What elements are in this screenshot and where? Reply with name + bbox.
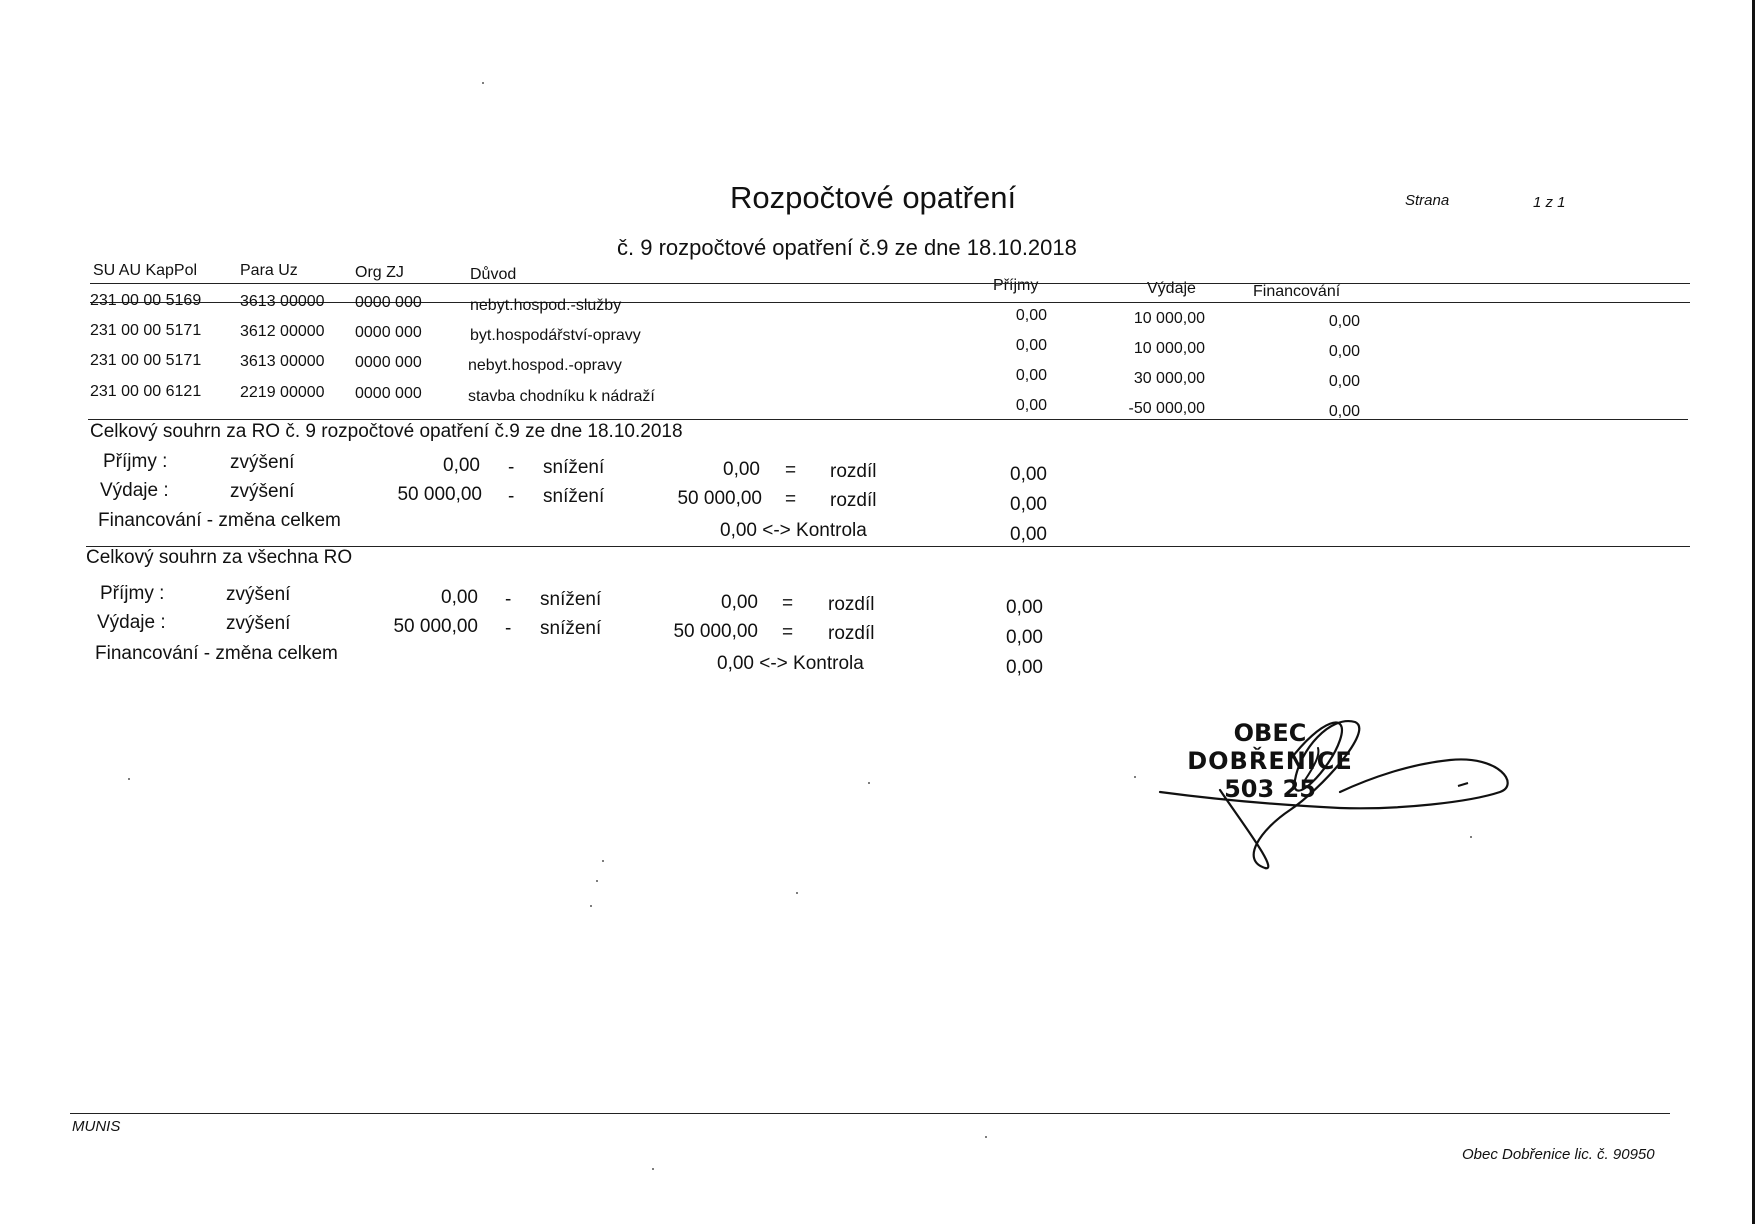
row-para: 3613 00000 <box>240 353 325 370</box>
row-vydaje: 10 000,00 <box>1133 340 1205 357</box>
footer-right: Obec Dobřenice lic. č. 90950 <box>1462 1146 1655 1163</box>
scan-speck <box>602 860 604 862</box>
row-org: 0000 000 <box>355 324 422 341</box>
row-para: 3612 00000 <box>240 323 325 340</box>
scan-speck <box>985 1136 987 1138</box>
row-prijmy: 0,00 <box>1015 397 1047 414</box>
col-duvod: Důvod <box>470 266 517 283</box>
row-prijmy: 0,00 <box>1015 307 1047 324</box>
summary-ro-vydaje-dash: - <box>508 486 515 507</box>
row-para: 2219 00000 <box>240 384 325 401</box>
summary-ro-vydaje-zvyseni-label: zvýšení <box>230 481 295 502</box>
summary-ro-vydaje-equals: = <box>785 489 797 510</box>
row-financovani: 0,00 <box>1328 373 1360 390</box>
summary-all-vydaje-snizeni: 50 000,00 <box>673 621 758 642</box>
scan-speck <box>1134 776 1136 778</box>
summary-ro-prijmy-equals: = <box>785 460 797 481</box>
page-number: 1 z 1 <box>1533 194 1566 211</box>
row-code: 231 00 00 6121 <box>90 383 202 400</box>
summary-ro-vydaje-snizeni-label: snížení <box>543 486 605 507</box>
col-vydaje: Výdaje <box>1147 280 1196 297</box>
row-reason: byt.hospodářství-opravy <box>470 327 641 344</box>
scan-speck <box>482 82 484 84</box>
summary-ro-title: Celkový souhrn za RO č. 9 rozpočtové opatření č.9 ze dne 18.10.2018 <box>90 421 683 442</box>
scan-speck <box>652 1168 654 1170</box>
row-financovani: 0,00 <box>1328 403 1360 420</box>
summary-all-prijmy-equals: = <box>782 593 794 614</box>
scan-speck <box>1470 836 1472 838</box>
scan-speck <box>868 782 870 784</box>
summary-all-prijmy-rozdil: 0,00 <box>1006 597 1043 618</box>
stamp-line3: 503 25 <box>1224 775 1316 803</box>
scan-edge <box>1752 0 1755 1224</box>
scan-speck <box>796 892 798 894</box>
footer-left: MUNIS <box>72 1118 121 1135</box>
summary-ro-prijmy-label: Příjmy : <box>103 451 168 472</box>
summary-ro-vydaje-label: Výdaje : <box>100 480 169 501</box>
summary-all-kontrola-value: 0,00 <box>1006 657 1043 678</box>
summary-all-financovani-label: Financování - změna celkem <box>95 643 338 664</box>
col-prijmy: Příjmy <box>993 277 1039 294</box>
summary-all-prijmy-zvyseni-label: zvýšení <box>226 584 291 605</box>
summary-all-vydaje-zvyseni-label: zvýšení <box>226 613 291 634</box>
row-org: 0000 000 <box>355 354 422 371</box>
summary-all-vydaje-rozdil-label: rozdíl <box>828 623 875 644</box>
row-reason: nebyt.hospod.-služby <box>470 297 622 314</box>
summary-ro-kontrola-value: 0,00 <box>1010 524 1047 545</box>
table-bottom-rule <box>88 419 1688 420</box>
summary-ro-prijmy-rozdil-label: rozdíl <box>830 461 877 482</box>
page-label: Strana <box>1405 192 1450 209</box>
summary-all-vydaje-snizeni-label: snížení <box>540 618 602 639</box>
row-vydaje: -50 000,00 <box>1128 400 1205 417</box>
summary-ro-vydaje-rozdil-label: rozdíl <box>830 490 877 511</box>
footer-rule <box>70 1113 1670 1114</box>
row-org: 0000 000 <box>355 385 422 402</box>
summary-all-vydaje-dash: - <box>505 618 512 639</box>
summary-all-vydaje-label: Výdaje : <box>97 612 166 633</box>
col-org-zj: Org ZJ <box>355 264 404 281</box>
stamp-line1: OBEC <box>1233 719 1307 747</box>
col-para-uz: Para Uz <box>240 262 298 279</box>
summary-all-prijmy-snizeni: 0,00 <box>721 592 758 613</box>
header-rule-1 <box>90 283 1690 284</box>
row-financovani: 0,00 <box>1328 313 1360 330</box>
summary-all-prijmy-dash: - <box>505 589 512 610</box>
summary-ro-vydaje-snizeni: 50 000,00 <box>677 488 762 509</box>
summary-ro-financovani-value: 0,00 <-> Kontrola <box>720 520 867 541</box>
scan-speck <box>128 778 130 780</box>
summary-all-prijmy-zvyseni: 0,00 <box>441 587 478 608</box>
row-code: 231 00 00 5171 <box>90 352 202 369</box>
summary-ro-vydaje-zvyseni: 50 000,00 <box>397 484 482 505</box>
row-reason: stavba chodníku k nádraží <box>468 388 655 405</box>
summary-all-prijmy-rozdil-label: rozdíl <box>828 594 875 615</box>
scan-speck <box>596 880 598 882</box>
row-reason: nebyt.hospod.-opravy <box>468 357 622 374</box>
document-subtitle: č. 9 rozpočtové opatření č.9 ze dne 18.10.2018 <box>617 235 1077 260</box>
summary-all-prijmy-label: Příjmy : <box>100 583 165 604</box>
summary-ro-prijmy-dash: - <box>508 457 515 478</box>
summary-all-vydaje-zvyseni: 50 000,00 <box>393 616 478 637</box>
row-vydaje: 30 000,00 <box>1133 370 1205 387</box>
summary-ro-prijmy-snizeni: 0,00 <box>723 459 760 480</box>
header-rule-2 <box>90 302 1690 303</box>
row-vydaje: 10 000,00 <box>1133 310 1205 327</box>
row-financovani: 0,00 <box>1328 343 1360 360</box>
col-financovani: Financování <box>1253 283 1341 300</box>
summary-ro-prijmy-zvyseni: 0,00 <box>443 455 480 476</box>
summary-ro-vydaje-rozdil: 0,00 <box>1010 494 1047 515</box>
summary-ro-prijmy-rozdil: 0,00 <box>1010 464 1047 485</box>
document-title: Rozpočtové opatření <box>730 180 1017 215</box>
summary-all-prijmy-snizeni-label: snížení <box>540 589 602 610</box>
summary-all-vydaje-rozdil: 0,00 <box>1006 627 1043 648</box>
summary-ro-prijmy-zvyseni-label: zvýšení <box>230 452 295 473</box>
row-org: 0000 000 <box>355 294 422 311</box>
row-code: 231 00 00 5171 <box>90 322 202 339</box>
signature-icon <box>1140 700 1640 880</box>
col-su-au-kappol: SU AU KapPol <box>93 262 198 279</box>
summary-all-vydaje-equals: = <box>782 622 794 643</box>
stamp-line2: DOBŘENICE <box>1187 747 1353 775</box>
summary-all-title: Celkový souhrn za všechna RO <box>86 547 353 568</box>
summary-ro-financovani-label: Financování - změna celkem <box>98 510 341 531</box>
row-para: 3613 00000 <box>240 293 325 310</box>
row-prijmy: 0,00 <box>1015 367 1047 384</box>
summary-all-financovani-value: 0,00 <-> Kontrola <box>717 653 864 674</box>
summary-ro-prijmy-snizeni-label: snížení <box>543 457 605 478</box>
scan-speck <box>590 905 592 907</box>
row-code: 231 00 00 5169 <box>90 292 202 309</box>
row-prijmy: 0,00 <box>1015 337 1047 354</box>
